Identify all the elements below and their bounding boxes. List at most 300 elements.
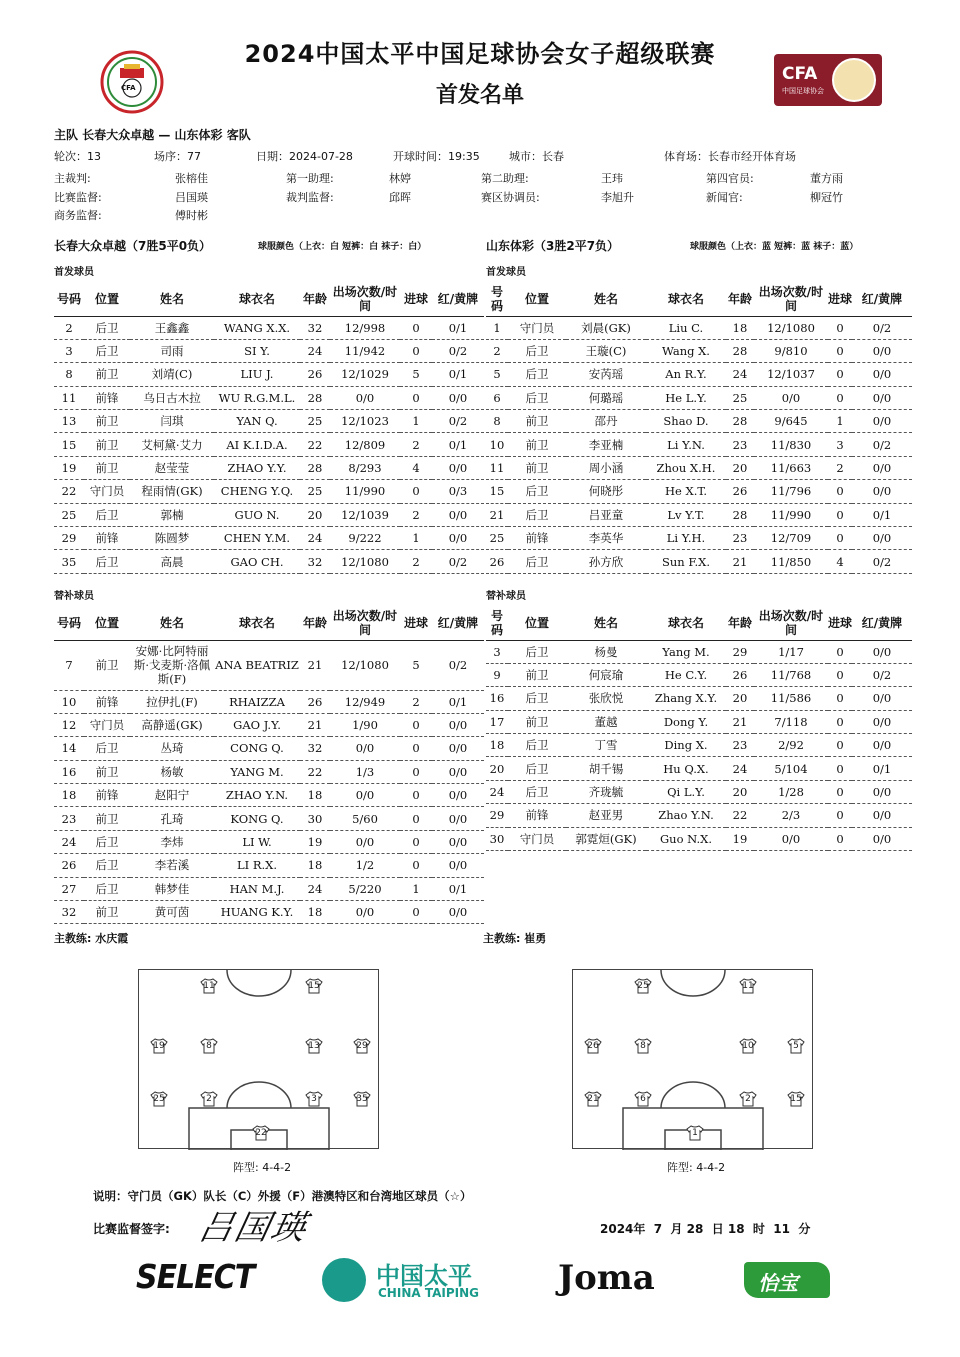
official-name: 邱晖 — [389, 191, 411, 204]
player-cards: 0/2 — [852, 433, 912, 456]
player-shirt-name: WANG X.X. — [214, 316, 300, 339]
player-age: 23 — [726, 734, 754, 757]
home-coach: 主教练: 水庆霞 — [54, 932, 129, 945]
player-apps: 0/0 — [330, 830, 400, 853]
home-team-name: 长春大众卓越（7胜5平0负） — [54, 239, 212, 253]
match-kickoff: 开球时间：19:35 — [393, 150, 480, 163]
table-row — [486, 480, 912, 503]
player-apps: 9/810 — [754, 339, 828, 362]
player-position: 后卫 — [508, 734, 566, 757]
player-name: 齐珑毓 — [566, 780, 646, 803]
table-header-row — [486, 606, 912, 640]
player-number: 15 — [486, 480, 508, 503]
player-age: 23 — [726, 527, 754, 550]
player-age: 24 — [726, 363, 754, 386]
player-goals: 0 — [400, 784, 432, 807]
official-name: 林婷 — [389, 172, 411, 185]
shirt-number: 25 — [153, 1094, 165, 1104]
player-position: 后卫 — [84, 830, 130, 853]
official-name: 柳冠竹 — [810, 191, 843, 204]
player-name: 王鑫鑫 — [130, 316, 214, 339]
player-shirt-icon — [352, 1091, 372, 1107]
player-number: 29 — [54, 527, 84, 550]
player-number: 12 — [54, 713, 84, 736]
shirt-number: 5 — [793, 1041, 799, 1051]
player-goals: 0 — [828, 316, 852, 339]
player-shirt-name: Zhao Y.N. — [646, 804, 726, 827]
player-apps: 11/796 — [754, 480, 828, 503]
official-name: 李旭升 — [601, 191, 634, 204]
player-number: 22 — [54, 480, 84, 503]
table-row — [54, 527, 484, 550]
player-cards: 0/0 — [432, 456, 484, 479]
player-apps: 8/293 — [330, 456, 400, 479]
player-goals: 2 — [400, 690, 432, 713]
official-name: 董方雨 — [810, 172, 843, 185]
player-age: 28 — [726, 503, 754, 526]
player-shirt-icon — [633, 978, 653, 994]
player-age: 30 — [300, 807, 330, 830]
player-position: 守门员 — [508, 316, 566, 339]
player-name: 程雨情(GK) — [130, 480, 214, 503]
player-age: 28 — [726, 410, 754, 433]
player-shirt-name: Hu Q.X. — [646, 757, 726, 780]
player-name: 乌日古木拉 — [130, 386, 214, 409]
player-shirt-name: ANA BEATRIZ — [214, 640, 300, 690]
player-age: 18 — [726, 316, 754, 339]
player-goals: 0 — [400, 901, 432, 924]
player-apps: 0/0 — [754, 827, 828, 850]
player-shirt-icon — [786, 1091, 806, 1107]
player-shirt-name: Li Y.H. — [646, 527, 726, 550]
player-cards: 0/0 — [852, 339, 912, 362]
player-apps: 12/1080 — [330, 550, 400, 573]
col-header: 进球 — [400, 282, 432, 316]
player-cards: 0/2 — [852, 316, 912, 339]
player-cards: 0/2 — [432, 410, 484, 433]
player-name: 孔琦 — [130, 807, 214, 830]
player-shirt-icon — [786, 1038, 806, 1054]
shirt-number: 1 — [692, 1128, 698, 1138]
player-age: 25 — [726, 386, 754, 409]
player-age: 20 — [726, 456, 754, 479]
player-age: 24 — [300, 339, 330, 362]
player-name: 刘靖(C) — [130, 363, 214, 386]
player-goals: 2 — [400, 433, 432, 456]
player-position: 后卫 — [508, 386, 566, 409]
table-row — [486, 804, 912, 827]
player-position: 守门员 — [84, 480, 130, 503]
player-goals: 4 — [828, 550, 852, 573]
player-goals: 5 — [400, 363, 432, 386]
player-shirt-icon — [738, 978, 758, 994]
player-cards: 0/0 — [432, 901, 484, 924]
table-row — [54, 386, 484, 409]
player-number: 7 — [54, 640, 84, 690]
match-teams: 主队 长春大众卓越 — 山东体彩 客队 — [54, 128, 251, 142]
col-header: 红/黄牌 — [432, 282, 484, 316]
player-number: 18 — [54, 784, 84, 807]
player-cards: 0/0 — [852, 827, 912, 850]
home-formation-pitch — [138, 969, 379, 1149]
page-title: 2024中国太平中国足球协会女子超级联赛 — [244, 40, 716, 68]
player-position: 后卫 — [84, 503, 130, 526]
player-position: 前锋 — [508, 804, 566, 827]
player-apps: 12/998 — [330, 316, 400, 339]
player-goals: 3 — [828, 433, 852, 456]
away-kit: 球服颜色（上衣：蓝 短裤：蓝 袜子：蓝） — [690, 242, 859, 252]
player-cards: 0/3 — [432, 480, 484, 503]
player-shirt-name: CHENG Y.Q. — [214, 480, 300, 503]
player-goals: 0 — [400, 737, 432, 760]
player-cards: 0/0 — [852, 410, 912, 433]
player-shirt-name: Liu C. — [646, 316, 726, 339]
col-header: 球衣名 — [646, 606, 726, 640]
player-age: 26 — [300, 363, 330, 386]
away-formation-label: 阵型: 4-4-2 — [667, 1161, 726, 1174]
player-shirt-name: Zhou X.H. — [646, 456, 726, 479]
shirt-number: 2 — [206, 1094, 212, 1104]
shirt-number: 19 — [153, 1041, 165, 1051]
player-number: 25 — [486, 527, 508, 550]
player-goals: 0 — [400, 386, 432, 409]
player-name: 司雨 — [130, 339, 214, 362]
shirt-number: 11 — [203, 981, 215, 991]
player-age: 32 — [300, 316, 330, 339]
player-position: 后卫 — [508, 757, 566, 780]
player-shirt-name: He C.Y. — [646, 663, 726, 686]
player-apps: 5/220 — [330, 877, 400, 900]
player-age: 26 — [726, 480, 754, 503]
player-apps: 9/645 — [754, 410, 828, 433]
player-position: 前卫 — [508, 663, 566, 686]
player-shirt-name: Dong Y. — [646, 710, 726, 733]
player-number: 2 — [54, 316, 84, 339]
table-row — [54, 433, 484, 456]
table-row — [54, 877, 484, 900]
player-apps: 12/1037 — [754, 363, 828, 386]
player-age: 28 — [300, 386, 330, 409]
col-header: 号码 — [486, 606, 508, 640]
sign-time: 2024年 7 月 28 日 18 时 11 分 — [600, 1222, 811, 1236]
player-number: 2 — [486, 339, 508, 362]
table-row — [54, 316, 484, 339]
player-age: 32 — [300, 737, 330, 760]
player-cards: 0/1 — [432, 316, 484, 339]
player-apps: 12/709 — [754, 527, 828, 550]
col-header: 年龄 — [726, 606, 754, 640]
player-shirt-name: GAO J.Y. — [214, 713, 300, 736]
player-shirt-name: LIU J. — [214, 363, 300, 386]
shirt-number: 3 — [311, 1094, 317, 1104]
table-header-row — [54, 606, 484, 640]
player-name: 王璇(C) — [566, 339, 646, 362]
player-name: 陈圆梦 — [130, 527, 214, 550]
player-number: 11 — [486, 456, 508, 479]
table-row — [486, 734, 912, 757]
player-shirt-icon — [583, 1038, 603, 1054]
player-cards: 0/0 — [432, 760, 484, 783]
player-goals: 2 — [400, 550, 432, 573]
shirt-number: 29 — [356, 1041, 368, 1051]
player-goals: 1 — [400, 410, 432, 433]
col-header: 姓名 — [130, 606, 214, 640]
player-number: 25 — [54, 503, 84, 526]
player-number: 17 — [486, 710, 508, 733]
player-apps: 12/1080 — [330, 640, 400, 690]
player-age: 22 — [300, 433, 330, 456]
table-row — [54, 690, 484, 713]
player-shirt-icon — [149, 1038, 169, 1054]
away-subs-label: 替补球员 — [486, 591, 526, 602]
table-row — [486, 433, 912, 456]
player-cards: 0/0 — [852, 363, 912, 386]
player-cards: 0/1 — [432, 363, 484, 386]
shirt-number: 15 — [790, 1094, 802, 1104]
player-apps: 11/830 — [754, 433, 828, 456]
player-age: 32 — [300, 550, 330, 573]
col-header: 年龄 — [726, 282, 754, 316]
player-shirt-icon — [304, 978, 324, 994]
player-goals: 0 — [400, 854, 432, 877]
player-age: 28 — [300, 456, 330, 479]
shirt-number: 2 — [745, 1094, 751, 1104]
player-shirt-name: Yang M. — [646, 640, 726, 663]
player-position: 前卫 — [84, 410, 130, 433]
player-age: 22 — [300, 760, 330, 783]
league-ball-icon — [832, 58, 876, 102]
official-label: 第二助理: — [481, 172, 529, 185]
official-name: 王玮 — [601, 172, 623, 185]
player-number: 24 — [54, 830, 84, 853]
table-row — [54, 854, 484, 877]
player-name: 黄可茵 — [130, 901, 214, 924]
player-name: 丁雪 — [566, 734, 646, 757]
table-row — [54, 901, 484, 924]
player-shirt-name: He X.T. — [646, 480, 726, 503]
player-cards: 0/1 — [852, 757, 912, 780]
player-shirt-icon — [304, 1038, 324, 1054]
player-shirt-icon — [199, 978, 219, 994]
player-apps: 11/942 — [330, 339, 400, 362]
table-row — [54, 410, 484, 433]
player-number: 30 — [486, 827, 508, 850]
player-apps: 12/1029 — [330, 363, 400, 386]
player-position: 前卫 — [84, 901, 130, 924]
player-shirt-name: Qi L.Y. — [646, 780, 726, 803]
player-goals: 4 — [400, 456, 432, 479]
player-number: 26 — [54, 854, 84, 877]
player-number: 16 — [486, 687, 508, 710]
player-number: 9 — [486, 663, 508, 686]
match-date: 日期：2024-07-28 — [256, 150, 353, 163]
player-number: 1 — [486, 316, 508, 339]
player-name: 周小涵 — [566, 456, 646, 479]
player-age: 21 — [726, 710, 754, 733]
col-header: 年龄 — [300, 606, 330, 640]
player-age: 24 — [300, 527, 330, 550]
player-cards: 0/2 — [852, 663, 912, 686]
player-cards: 0/1 — [432, 433, 484, 456]
player-shirt-icon — [304, 1091, 324, 1107]
player-age: 19 — [726, 827, 754, 850]
col-header: 球衣名 — [646, 282, 726, 316]
player-shirt-name: Sun F.X. — [646, 550, 726, 573]
player-age: 25 — [300, 480, 330, 503]
player-shirt-name: He L.Y. — [646, 386, 726, 409]
table-row — [54, 339, 484, 362]
official-label: 赛区协调员: — [481, 191, 540, 204]
player-goals: 0 — [828, 503, 852, 526]
player-number: 16 — [54, 760, 84, 783]
player-apps: 12/1080 — [754, 316, 828, 339]
player-shirt-name: Zhang X.Y. — [646, 687, 726, 710]
away-starters-label: 首发球员 — [486, 267, 526, 278]
player-apps: 5/104 — [754, 757, 828, 780]
player-goals: 0 — [828, 527, 852, 550]
player-number: 18 — [486, 734, 508, 757]
player-goals: 0 — [828, 757, 852, 780]
player-name: 何璐瑶 — [566, 386, 646, 409]
player-shirt-name: KONG Q. — [214, 807, 300, 830]
home-subs-table — [54, 606, 484, 924]
player-number: 19 — [54, 456, 84, 479]
table-row — [486, 339, 912, 362]
official-label: 第四官员: — [706, 172, 754, 185]
player-position: 前卫 — [84, 433, 130, 456]
player-position: 前卫 — [84, 640, 130, 690]
table-row — [54, 713, 484, 736]
player-goals: 2 — [828, 456, 852, 479]
player-cards: 0/1 — [432, 690, 484, 713]
player-shirt-name: YANG M. — [214, 760, 300, 783]
player-shirt-name: SI Y. — [214, 339, 300, 362]
player-apps: 1/90 — [330, 713, 400, 736]
player-age: 21 — [300, 713, 330, 736]
player-apps: 12/1039 — [330, 503, 400, 526]
player-apps: 0/0 — [330, 386, 400, 409]
player-age: 20 — [300, 503, 330, 526]
player-goals: 0 — [400, 339, 432, 362]
table-row — [486, 386, 912, 409]
col-header: 球衣名 — [214, 606, 300, 640]
table-row — [486, 363, 912, 386]
player-position: 前卫 — [84, 363, 130, 386]
league-logo — [774, 54, 882, 106]
away-coach: 主教练: 崔勇 — [483, 932, 547, 945]
player-goals: 1 — [828, 410, 852, 433]
player-shirt-name: CHEN Y.M. — [214, 527, 300, 550]
player-age: 24 — [726, 757, 754, 780]
player-cards: 0/0 — [432, 737, 484, 760]
match-city: 城市：长春 — [509, 150, 564, 163]
player-number: 15 — [54, 433, 84, 456]
match-number: 场序：77 — [154, 150, 201, 163]
table-row — [54, 363, 484, 386]
table-row — [54, 760, 484, 783]
player-position: 前卫 — [508, 410, 566, 433]
player-shirt-name: ZHAO Y.N. — [214, 784, 300, 807]
table-row — [486, 687, 912, 710]
player-age: 23 — [726, 433, 754, 456]
col-header: 出场次数/时间 — [330, 282, 400, 316]
player-name: 胡千锡 — [566, 757, 646, 780]
sponsor-joma-logo: Joma — [558, 1258, 655, 1298]
player-shirt-icon — [352, 1038, 372, 1054]
player-cards: 0/0 — [852, 480, 912, 503]
official-label: 商务监督: — [54, 209, 102, 222]
player-name: 郭霓烜(GK) — [566, 827, 646, 850]
player-position: 后卫 — [508, 780, 566, 803]
player-goals: 2 — [400, 503, 432, 526]
col-header: 位置 — [84, 606, 130, 640]
player-shirt-name: GAO CH. — [214, 550, 300, 573]
player-number: 3 — [54, 339, 84, 362]
player-position: 后卫 — [508, 503, 566, 526]
shirt-number: 11 — [742, 981, 754, 991]
away-starters-table — [486, 282, 912, 574]
player-apps: 2/92 — [754, 734, 828, 757]
player-number: 20 — [486, 757, 508, 780]
player-name: 李若溪 — [130, 854, 214, 877]
player-shirt-name: LI R.X. — [214, 854, 300, 877]
player-cards: 0/0 — [432, 807, 484, 830]
supervisor-sign-label: 比赛监督签字: — [93, 1222, 170, 1236]
player-position: 守门员 — [508, 827, 566, 850]
player-shirt-name: RHAIZZA — [214, 690, 300, 713]
home-starters-table — [54, 282, 484, 574]
player-number: 6 — [486, 386, 508, 409]
player-goals: 0 — [828, 663, 852, 686]
player-apps: 5/60 — [330, 807, 400, 830]
player-position: 后卫 — [508, 640, 566, 663]
player-shirt-name: WU R.G.M.L. — [214, 386, 300, 409]
player-cards: 0/0 — [432, 713, 484, 736]
player-cards: 0/0 — [852, 780, 912, 803]
player-apps: 1/28 — [754, 780, 828, 803]
player-position: 后卫 — [508, 339, 566, 362]
player-cards: 0/0 — [432, 830, 484, 853]
player-goals: 0 — [828, 640, 852, 663]
player-shirt-icon — [738, 1091, 758, 1107]
player-name: 拉伊扎(F) — [130, 690, 214, 713]
player-apps: 12/809 — [330, 433, 400, 456]
player-shirt-icon — [738, 1038, 758, 1054]
league-logo-subtext: 中国足球协会 — [782, 87, 824, 95]
shirt-number: 10 — [742, 1041, 754, 1051]
player-name: 赵亚男 — [566, 804, 646, 827]
shirt-number: 21 — [587, 1094, 599, 1104]
player-age: 29 — [726, 640, 754, 663]
col-header: 姓名 — [566, 282, 646, 316]
player-apps: 11/990 — [754, 503, 828, 526]
player-number: 3 — [486, 640, 508, 663]
player-shirt-icon — [149, 1091, 169, 1107]
player-number: 27 — [54, 877, 84, 900]
player-shirt-icon — [633, 1091, 653, 1107]
player-number: 5 — [486, 363, 508, 386]
table-header-row — [486, 282, 912, 316]
player-cards: 0/2 — [432, 339, 484, 362]
player-name: 吕亚童 — [566, 503, 646, 526]
col-header: 号码 — [54, 606, 84, 640]
table-row — [54, 784, 484, 807]
player-name: 刘晨(GK) — [566, 316, 646, 339]
player-goals: 0 — [828, 827, 852, 850]
player-number: 13 — [54, 410, 84, 433]
player-shirt-name: ZHAO Y.Y. — [214, 456, 300, 479]
player-cards: 0/0 — [852, 804, 912, 827]
